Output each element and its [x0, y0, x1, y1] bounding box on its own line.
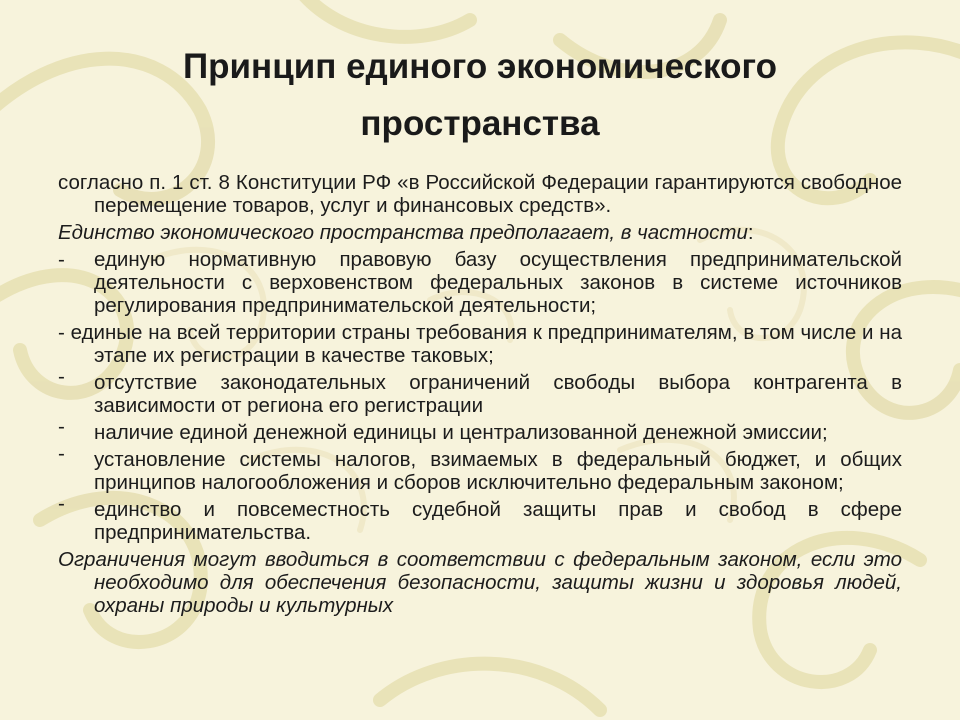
list-item-text: отсутствие законодательных ограничений свободы выбора контрагента в зависимости от региона его регистрации [94, 371, 902, 417]
lead-paragraph [58, 221, 902, 244]
list-bullet: - [58, 248, 65, 271]
list-bullet: - [58, 442, 65, 465]
list-item-text: наличие единой денежной единицы и централизованной денежной эмиссии; [94, 421, 828, 444]
lead-text: Единство экономического пространства предполагает, в частности [58, 221, 748, 244]
lead-colon: : [747, 221, 754, 244]
list-bullet: - [58, 321, 65, 344]
list-item-text-wrap [58, 321, 902, 367]
list-item [58, 442, 902, 494]
list-item-text: единые на всей территории страны требования к предпринимателям, в том числе и на этапе их регистрации в качестве таковых; [70, 321, 902, 367]
slide-body [58, 171, 902, 621]
list-bullet: - [58, 365, 65, 388]
list-item-text: единую нормативную правовую базу осуществления предпринимательской деятельности с верховенством федеральных законов в системе источников регулирования предпринимательской деятельности; [94, 248, 902, 317]
list-item-text: единство и повсеместность судебной защиты прав и свобод в сфере предпринимательства. [94, 498, 902, 544]
list-item [58, 365, 902, 417]
list-bullet: - [58, 415, 65, 438]
slide-title: Принцип единого экономического пространства [183, 47, 777, 143]
intro-paragraph: согласно п. 1 ст. 8 Конституции РФ «в Российской Федерации гарантируются свободное перемещение товаров, услуг и финансовых средств». [58, 171, 902, 217]
list-bullet: - [58, 492, 65, 515]
list-item [58, 415, 902, 444]
list-item-text: установление системы налогов, взимаемых в федеральный бюджет, и общих принципов налогообложения и сборов исключительно федеральным законом; [94, 448, 902, 494]
list-item [58, 248, 902, 317]
limitation-paragraph: Ограничения могут вводиться в соответствии с федеральным законом, если это необходимо для обеспечения безопасности, защиты жизни и здоровья людей, охраны природы и культурных [58, 548, 902, 617]
list-item [58, 492, 902, 544]
list-item [58, 321, 902, 367]
